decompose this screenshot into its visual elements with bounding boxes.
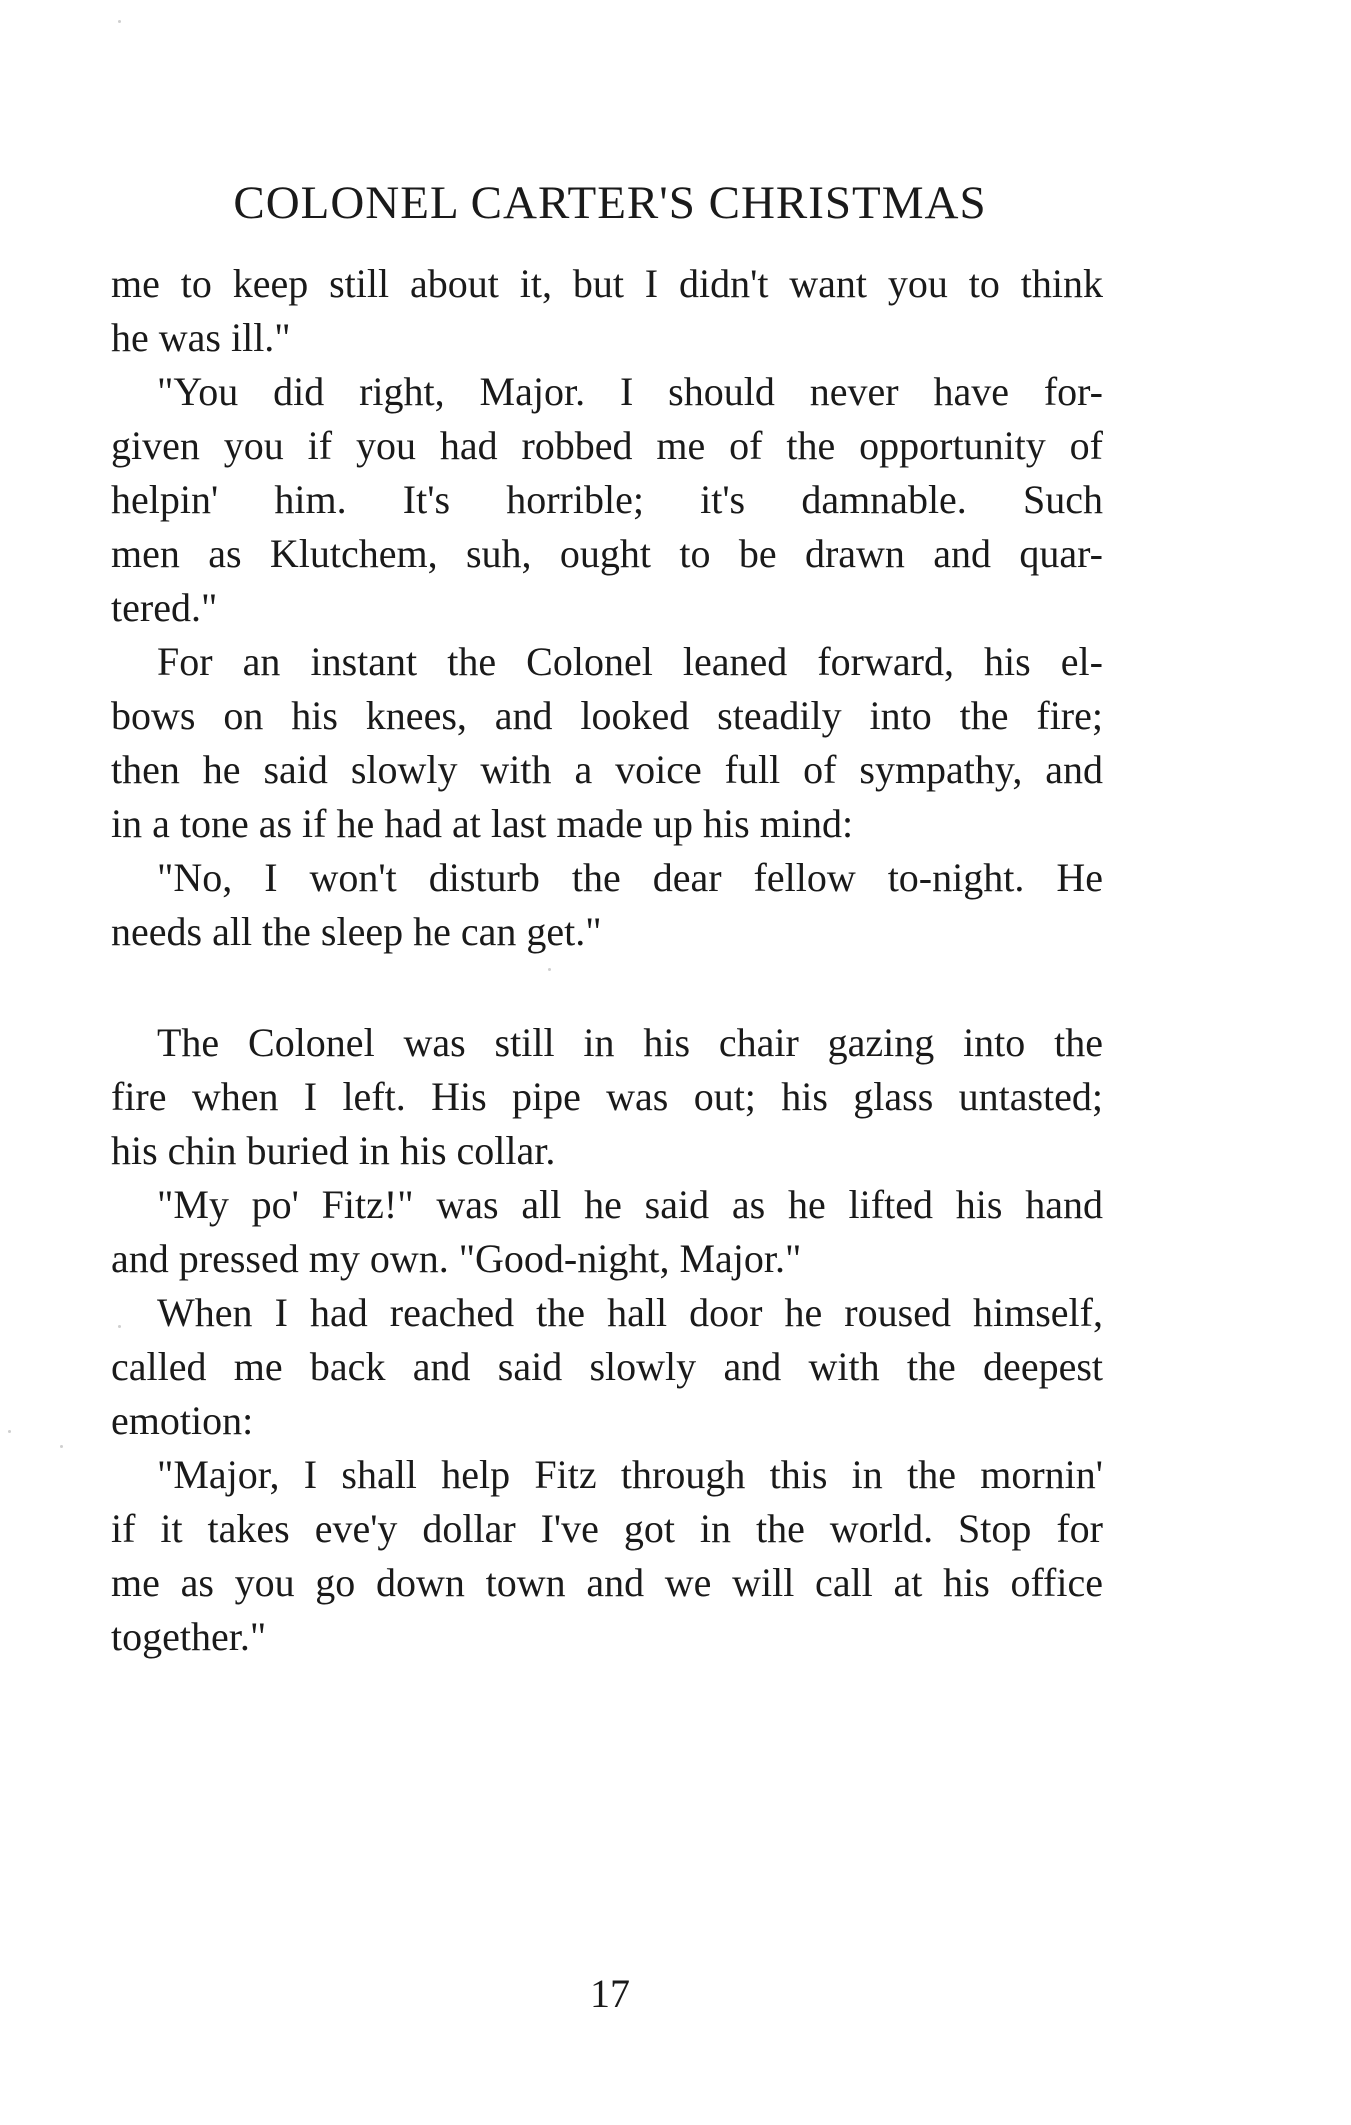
text-line: he was ill." [111,315,291,360]
paper-speck [60,1445,63,1448]
paper-speck [118,20,121,23]
text-line: tered." [111,585,218,630]
text-line: men as Klutchem, suh, ought to be drawn and quar- [111,531,1103,576]
text-line: The Colonel was still in his chair gazing into the [157,1020,1103,1065]
text-block-section [111,1016,1103,1664]
page-number: 17 [590,1971,630,2016]
text-line: then he said slowly with a voice full of sympathy, and [111,747,1103,792]
text-line: For an instant the Colonel leaned forward, his el- [157,639,1103,684]
text-line: me as you go down town and we will call at his office [111,1560,1103,1605]
text-block-continuation [111,257,1103,959]
text-line: "You did right, Major. I should never have for- [157,369,1103,414]
text-line: needs all the sleep he can get." [111,909,602,954]
text-line: me to keep still about it, but I didn't want you to think [111,261,1103,306]
text-line: "My po' Fitz!" was all he said as he lifted his hand [157,1182,1103,1227]
paper-speck [548,968,551,971]
running-head: COLONEL CARTER'S CHRISTMAS [233,177,987,229]
text-line: When I had reached the hall door he roused himself, [157,1290,1103,1335]
text-line: in a tone as if he had at last made up his mind: [111,801,854,846]
paper-speck [118,1325,121,1328]
paper-speck [8,1430,11,1433]
text-line: called me back and said slowly and with the deepest [111,1344,1103,1389]
text-line: helpin' him. It's horrible; it's damnable. Such [111,477,1103,522]
text-line: given you if you had robbed me of the opportunity of [111,423,1103,468]
text-line: "Major, I shall help Fitz through this in the mornin' [157,1452,1103,1497]
text-line: "No, I won't disturb the dear fellow to-night. He [157,855,1103,900]
text-line: fire when I left. His pipe was out; his glass untasted; [111,1074,1103,1119]
text-line: emotion: [111,1398,254,1443]
text-line: his chin buried in his collar. [111,1128,556,1173]
text-line: if it takes eve'y dollar I've got in the world. Stop for [111,1506,1103,1551]
text-line: bows on his knees, and looked steadily into the fire; [111,693,1103,738]
text-line: together." [111,1614,267,1659]
text-line: and pressed my own. "Good-night, Major." [111,1236,802,1281]
